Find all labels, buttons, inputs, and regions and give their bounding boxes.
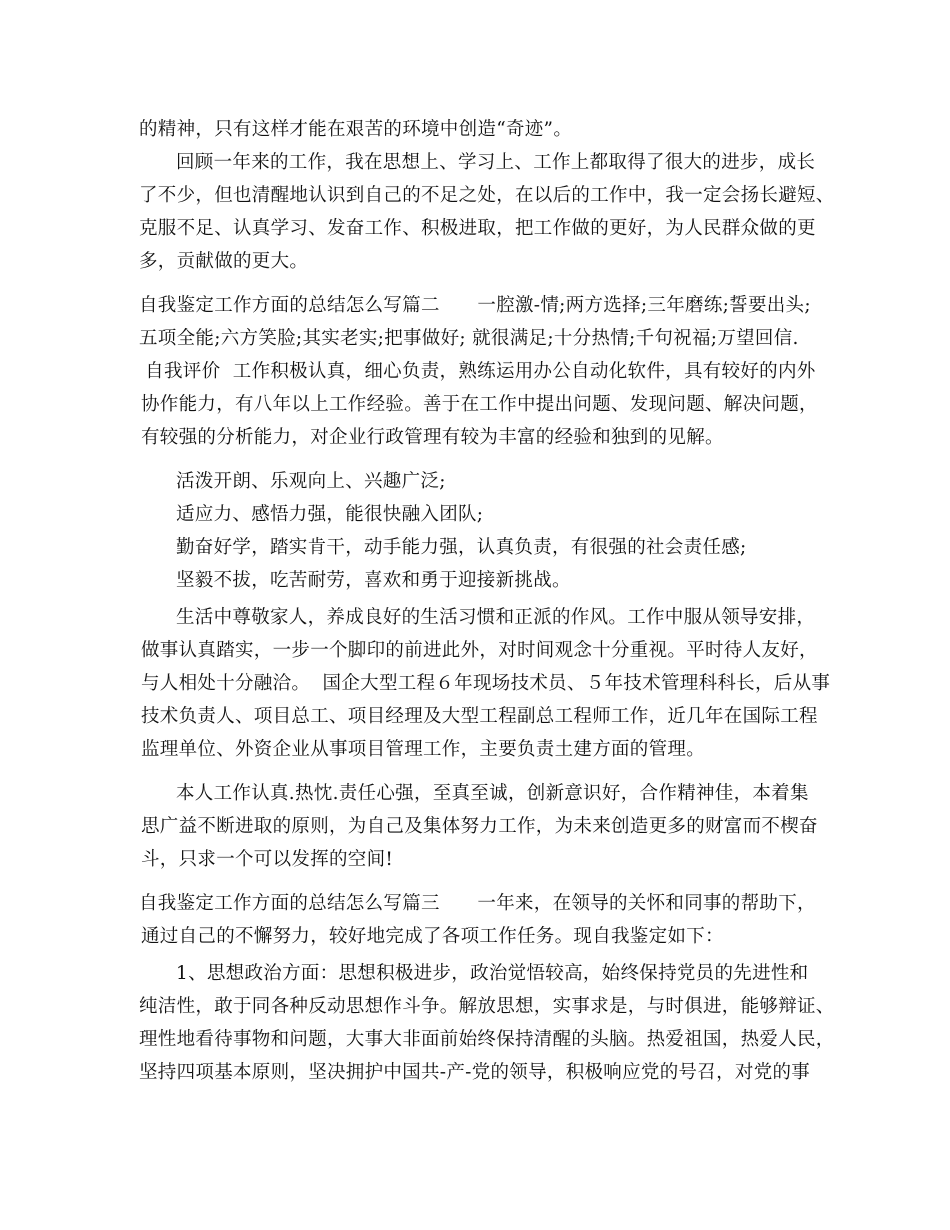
text-line: 有较强的分析能力，对企业行政管理有较为丰富的经验和独到的见解。: [141, 427, 724, 448]
section-heading-line: 自我鉴定工作方面的总结怎么写篇二 一腔激-情;两方选择;三年磨练;誓要出头;: [139, 295, 811, 316]
text-line: 了不少，但也清醒地认识到自己的不足之处，在以后的工作中，我一定会扬长避短、: [139, 185, 835, 206]
text-line: 生活中尊敬家人，养成良好的生活习惯和正派的作风。工作中服从领导安排，: [176, 607, 816, 628]
text-line: 思广益不断进取的原则，为自己及集体努力工作，为未来创造更多的财富而不楔奋: [141, 816, 818, 837]
text-line: 多，贡献做的更大。: [139, 251, 309, 272]
text-line: 做事认真踏实，一步一个脚印的前进此外，对时间观念十分重视。平时待人友好，: [141, 640, 818, 661]
text-line: 协作能力，有八年以上工作经验。善于在工作中提出问题、发现问题、解决问题，: [141, 394, 818, 415]
text-line: 活泼开朗、乐观向上、兴趣广泛;: [176, 471, 446, 492]
text-line: 克服不足、认真学习、发奋工作、积极进取，把工作做的更好，为人民群众做的更: [139, 218, 816, 239]
text-line: 坚持四项基本原则，坚决拥护中国共-产-党的领导，积极响应党的号召，对党的事: [139, 1062, 811, 1083]
text-line: 通过自己的不懈努力，较好地完成了各项工作任务。现自我鉴定如下：: [141, 926, 724, 947]
text-line: 五项全能;六方笑脸;其实老实;把事做好; 就很满足;十分热情;千句祝福;万望回信.: [139, 328, 799, 349]
text-line: 勤奋好学，踏实肯干，动手能力强，认真负责，有很强的社会责任感;: [176, 537, 747, 558]
text-line: 回顾一年来的工作，我在思想上、学习上、工作上都取得了很大的进步，成长: [176, 152, 816, 173]
text-line: 斗，只求一个可以发挥的空间!: [141, 849, 394, 870]
text-line: 本人工作认真.热忱.责任心强，至真至诚，创新意识好，合作精神佳，本着集: [176, 783, 809, 804]
section-heading-line: 自我鉴定工作方面的总结怎么写篇三 一年来，在领导的关怀和同事的帮助下，: [139, 893, 816, 914]
text-line: 1、思想政治方面：思想积极进步，政治觉悟较高，始终保持党员的先进性和: [176, 963, 809, 984]
text-line: 适应力、感悟力强，能很快融入团队;: [176, 504, 484, 525]
text-line: 的精神，只有这样才能在艰苦的环境中创造“奇迹”。: [139, 119, 573, 140]
text-line: 技术负责人、项目总工、项目经理及大型工程副总工程师工作，近几年在国际工程: [141, 706, 818, 727]
text-line: 理性地看待事物和问题，大事大非面前始终保持清醒的头脑。热爱祖国，热爱人民，: [139, 1029, 835, 1050]
text-line: 自我评价 工作积极认真，细心负责，熟练运用办公自动化软件，具有较好的内外: [139, 361, 816, 382]
text-line: 坚毅不拔，吃苦耐劳，喜欢和勇于迎接新挑战。: [176, 570, 571, 591]
text-line: 监理单位、外资企业从事项目管理工作，主要负责土建方面的管理。: [141, 739, 706, 760]
text-line: 纯洁性，敢于同各种反动思想作斗争。解放思想，实事求是，与时俱进，能够辩证、: [139, 996, 835, 1017]
text-line: 与人相处十分融洽。 国企大型工程６年现场技术员、５年技术管理科科长，后从事: [141, 673, 831, 694]
